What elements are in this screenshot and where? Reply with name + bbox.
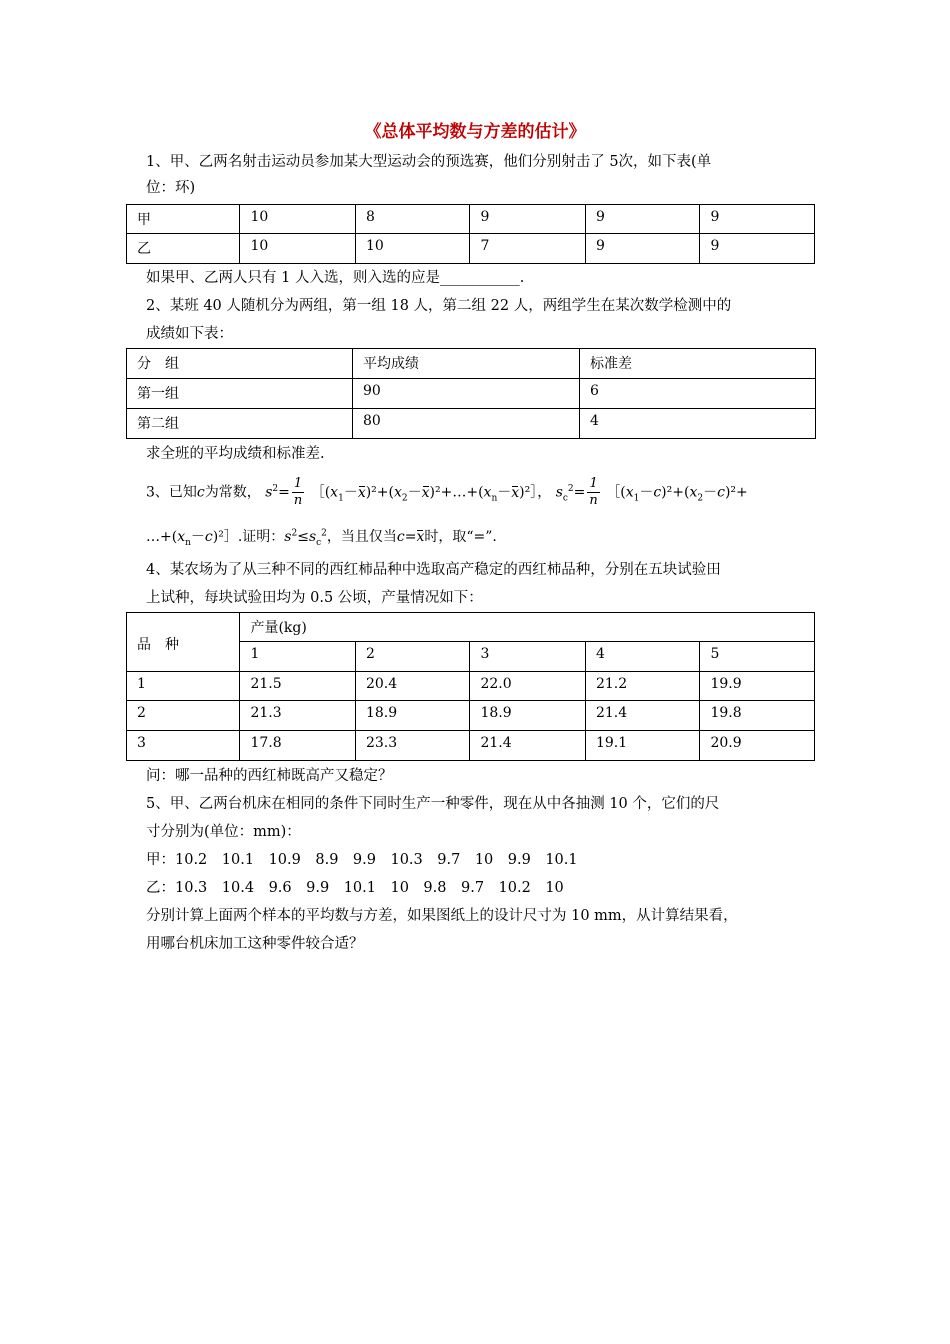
- le-sign: ≤: [297, 529, 309, 545]
- q5-line1: 5、甲、乙两台机床在相同的条件下同时生产一种零件，现在从中各抽测 10 个，它们的尺: [146, 796, 720, 812]
- sub: n: [185, 537, 191, 548]
- yield-header: 产量(kg): [240, 613, 815, 642]
- table-cell: 17.8: [240, 731, 356, 761]
- var-xbar: x: [421, 484, 430, 501]
- q4-question: 问：哪一品种的西红柿既高产又稳定？: [146, 768, 393, 784]
- plot-header: 1: [240, 642, 356, 672]
- table-cell: 9: [585, 234, 699, 264]
- q3-text: 为常数，: [204, 484, 261, 501]
- fraction-1-over-n: [587, 476, 599, 509]
- q3-text: …+(: [146, 529, 178, 545]
- frac-den: n: [589, 493, 598, 508]
- bracket: ［(: [310, 484, 331, 501]
- sub: 2: [697, 493, 704, 504]
- q3-text: 3、已知: [146, 484, 197, 501]
- sup-2: 2: [567, 483, 574, 494]
- q3-text: 时，取“=”.: [424, 529, 497, 545]
- var-xbar: x: [511, 484, 520, 501]
- table-cell: 8: [355, 205, 469, 234]
- table-cell: 21.5: [240, 672, 356, 701]
- var-x: x: [330, 484, 339, 501]
- table-row: [127, 234, 815, 264]
- q2-line2: 成绩如下表：: [146, 326, 233, 342]
- minus: －: [407, 484, 422, 501]
- plot-header: 3: [470, 642, 586, 672]
- table-cell: 第二组: [127, 409, 353, 439]
- q3-text: )²+…+(: [429, 484, 484, 501]
- var-xbar: x: [416, 529, 425, 545]
- table-cell: 乙: [127, 234, 240, 264]
- var-x: x: [689, 484, 698, 501]
- var-x: x: [394, 484, 402, 501]
- sub: 2: [401, 493, 408, 504]
- table-cell: 22.0: [470, 672, 586, 701]
- table-cell: 20.9: [700, 731, 815, 761]
- q3-text: )²+(: [365, 484, 394, 501]
- variety-header: 品 种: [127, 613, 240, 672]
- table-header-row: [127, 349, 816, 379]
- sub: 1: [633, 493, 640, 504]
- var-xbar: x: [357, 484, 366, 501]
- table-cell: 2: [127, 701, 240, 731]
- var-s: s: [308, 529, 317, 545]
- q3-text: ，当且仅当: [326, 529, 397, 545]
- q5-line4: 用哪台机床加工这种零件较合适？: [146, 936, 364, 952]
- q4-line1: 4、某农场为了从三种不同的西红柿品种中选取高产稳定的西红柿品种，分别在五块试验田: [146, 562, 721, 578]
- q3-line1: [146, 476, 748, 509]
- table-cell: 80: [353, 409, 580, 439]
- q3-text: )²+: [724, 484, 748, 501]
- frac-num: 1: [292, 476, 304, 493]
- plot-header: 2: [355, 642, 469, 672]
- q3-text: )²］.证明：: [212, 529, 285, 545]
- table-cell: 18.9: [355, 701, 469, 731]
- table-cell: 第一组: [127, 379, 353, 409]
- table-cell: 19.9: [700, 672, 815, 701]
- var-x: x: [483, 484, 492, 501]
- var-s: s: [265, 484, 273, 501]
- q5-jia-data: 甲：10.2 10.1 10.9 8.9 9.9 10.3 9.7 10 9.9 10.1: [146, 852, 578, 868]
- bracket: ［(: [606, 484, 626, 501]
- table-cell: 19.1: [585, 731, 699, 761]
- header-cell: 平均成绩: [353, 349, 580, 379]
- minus: －: [703, 484, 718, 501]
- q1-score-table: [126, 204, 815, 264]
- table-cell: 21.4: [585, 701, 699, 731]
- table-cell: 9: [700, 234, 815, 264]
- table-cell: 21.3: [240, 701, 356, 731]
- table-cell: 90: [353, 379, 580, 409]
- table-cell: 18.9: [470, 701, 586, 731]
- minus: －: [639, 484, 654, 501]
- table-cell: 9: [700, 205, 815, 234]
- q4-yield-table: [126, 612, 815, 761]
- plot-header: 5: [700, 642, 815, 672]
- table-cell: 4: [580, 409, 816, 439]
- frac-den: n: [293, 493, 303, 508]
- q2-line1: 2、某班 40 人随机分为两组，第一组 18 人，第二组 22 人，两组学生在某次数学检测中的: [146, 298, 732, 314]
- q2-group-table: [126, 348, 816, 439]
- q1-line1: 1、甲、乙两名射击运动员参加某大型运动会的预选赛，他们分别射击了 5次，如下表(单: [146, 154, 712, 170]
- q5-yi-data: 乙：10.3 10.4 9.6 9.9 10.1 10 9.8 9.7 10.2 10: [146, 880, 564, 896]
- sup-2: 2: [321, 528, 327, 539]
- q1-line2: 位：环): [146, 180, 196, 196]
- q5-line2: 寸分别为(单位：mm)：: [146, 824, 301, 840]
- q4-line2: 上试种，每块试验田均为 0.5 公顷，产量情况如下：: [146, 590, 483, 606]
- var-c: c: [204, 529, 213, 545]
- table-row: [127, 672, 815, 701]
- q3-text: )²+(: [661, 484, 690, 501]
- equals: =: [573, 484, 586, 501]
- sub-c: c: [316, 537, 322, 548]
- frac-num: 1: [587, 476, 599, 493]
- fraction-1-over-n: [292, 476, 304, 509]
- table-cell: 10: [240, 234, 356, 264]
- minus: －: [190, 529, 205, 545]
- table-cell: 3: [127, 731, 240, 761]
- table-cell: 9: [470, 205, 586, 234]
- header-cell: 分 组: [127, 349, 353, 379]
- table-cell: 23.3: [355, 731, 469, 761]
- minus: －: [497, 484, 512, 501]
- var-c: c: [653, 484, 662, 501]
- minus: －: [343, 484, 358, 501]
- plot-header: 4: [585, 642, 699, 672]
- var-s: s: [555, 484, 563, 501]
- table-row: [127, 701, 815, 731]
- table-cell: 7: [470, 234, 586, 264]
- table-cell: 21.2: [585, 672, 699, 701]
- q1-question: 如果甲、乙两人只有 1 人入选，则入选的应是___________.: [146, 270, 525, 286]
- page-title: 《总体平均数与方差的估计》: [364, 122, 586, 142]
- header-cell: 标准差: [580, 349, 816, 379]
- sub-c: c: [562, 493, 568, 504]
- q2-question: 求全班的平均成绩和标准差.: [146, 446, 325, 462]
- table-row: [127, 205, 815, 234]
- table-row: [127, 731, 815, 761]
- table-cell: 甲: [127, 205, 240, 234]
- table-cell: 10: [355, 234, 469, 264]
- sup-2: 2: [272, 483, 279, 494]
- equals: =: [404, 529, 417, 545]
- var-c: c: [196, 484, 205, 501]
- q5-line3: 分别计算上面两个样本的平均数与方差，如果图纸上的设计尺寸为 10 mm，从计算结果看，: [146, 908, 738, 924]
- table-cell: 1: [127, 672, 240, 701]
- var-x: x: [625, 484, 634, 501]
- table-header-row: [127, 613, 815, 642]
- var-x: x: [177, 529, 186, 545]
- equals: =: [278, 484, 290, 501]
- sub: n: [491, 493, 498, 504]
- table-cell: 6: [580, 379, 816, 409]
- var-s: s: [284, 529, 292, 545]
- sup-2: 2: [291, 528, 298, 539]
- var-c: c: [717, 484, 725, 501]
- var-c: c: [396, 529, 405, 545]
- table-cell: 20.4: [355, 672, 469, 701]
- table-cell: 19.8: [700, 701, 815, 731]
- table-cell: 9: [585, 205, 699, 234]
- q3-line2: [146, 526, 497, 548]
- table-row: [127, 409, 816, 439]
- table-cell: 21.4: [470, 731, 586, 761]
- table-cell: 10: [240, 205, 356, 234]
- q3-text: )²］，: [519, 484, 552, 501]
- sub: 1: [338, 493, 344, 504]
- table-row: [127, 379, 816, 409]
